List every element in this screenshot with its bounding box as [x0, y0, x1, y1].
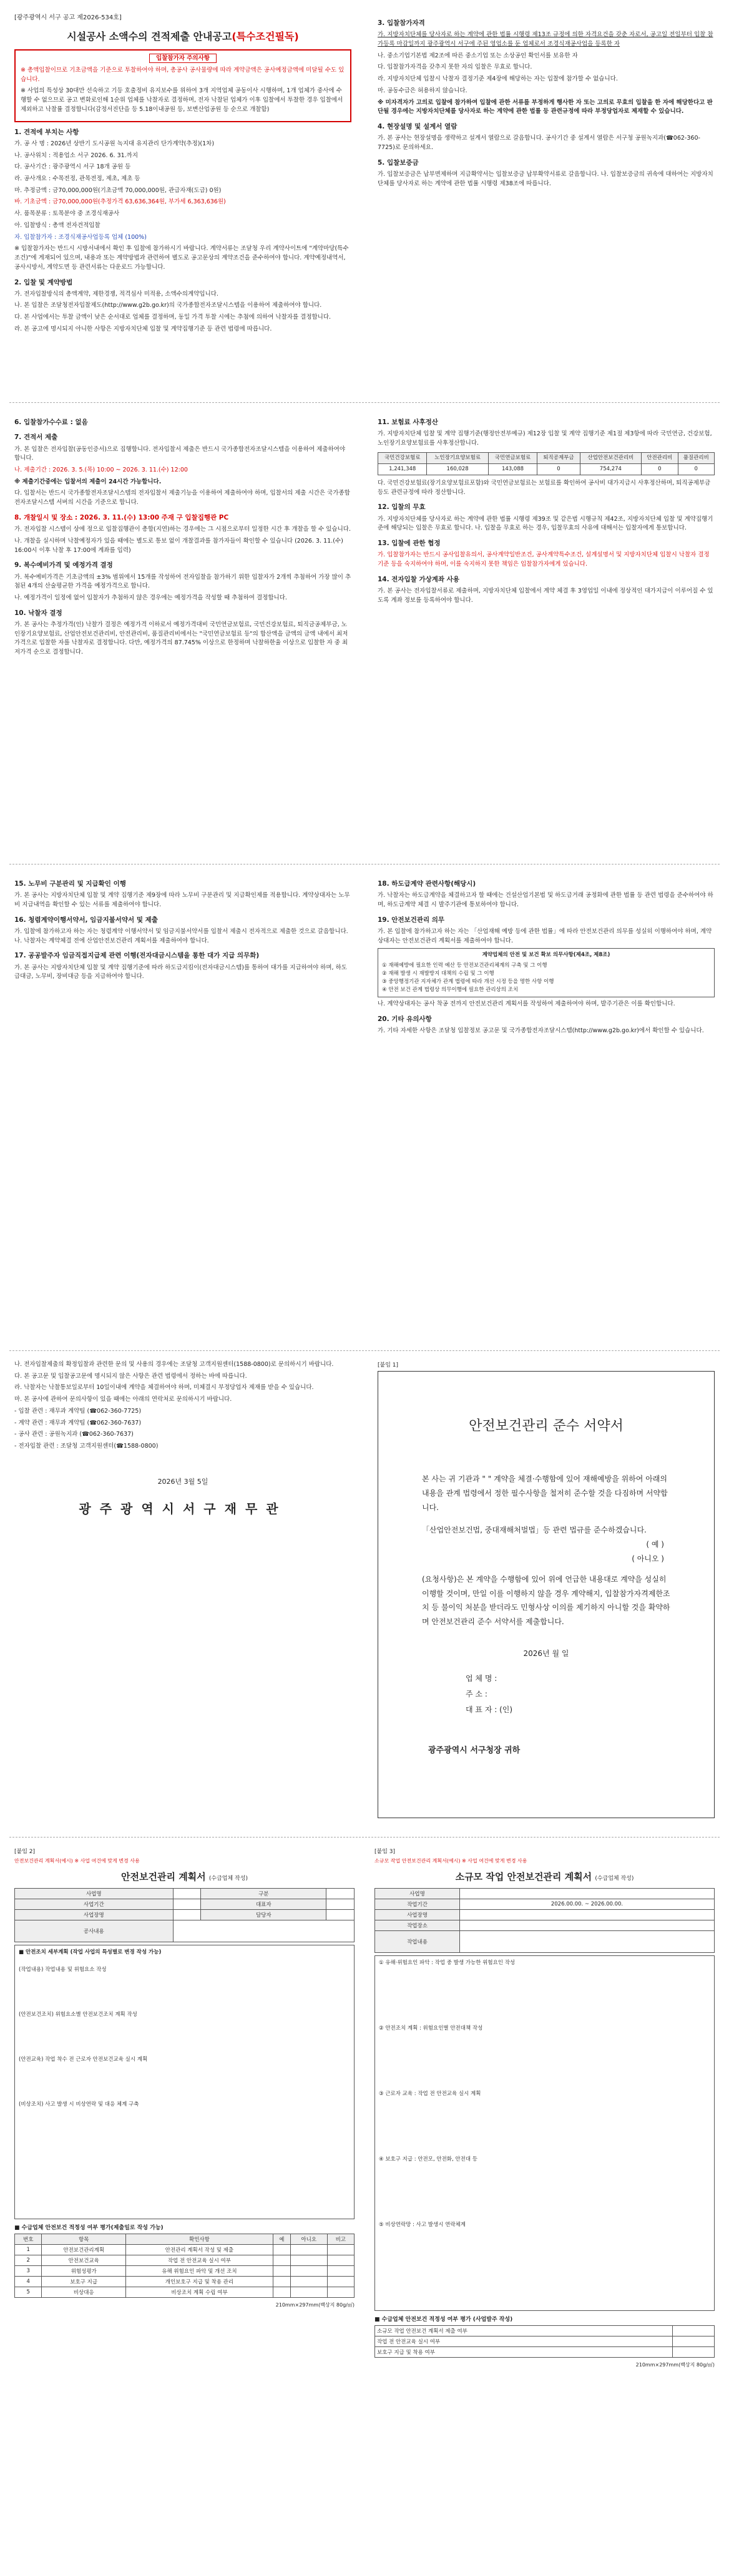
s14-text: 가. 본 공사는 전자입찰서류로 제출하며, 지방자치단체 입찰에서 계약 체결 후 3영업일 이내에 정상적인 대가지급이 이루어질 수 있도록 계좌 정보를 등록하여야 합니다. — [378, 588, 713, 604]
section8-heading: 8. 개찰일시 및 장소 : 2026. 3. 11.(수) 13:00 주재 구 입찰집행관 PC — [14, 513, 229, 521]
pledge-body-1: 본 사는 귀 기관과 " " 계약을 체결·수행함에 있어 재해예방을 위하여 아래의 내용을 관계 법령에서 정한 필수사항을 철저히 준수할 것을 다짐하며 서약합니다. — [422, 1474, 668, 1512]
checkbox-cell[interactable] — [273, 2276, 290, 2287]
s3-item: 라. 지방자치단체 입찰시 낙찰자 결정기준 제4장에 해당하는 자는 입찰에 참가할 수 없습니다. — [378, 75, 618, 83]
table-cell: 사업기간 — [15, 1899, 174, 1909]
s5-text: 가. 입찰보증금은 납부면제하며 지급확약서는 입찰보증금 납부확약서류로 갈음합니다. 나. 입찰보증금의 귀속에 대하여는 지방자치단체를 당사자로 하는 계약에 관한 법률 시행령 제38조에 따릅니다. — [378, 170, 713, 187]
table-header: 번호 — [15, 2234, 42, 2244]
table-cell: 0 — [642, 463, 678, 475]
plan2-footer: 210mm×297mm(백상지 80g/㎡) — [635, 2361, 715, 2368]
checkbox-cell[interactable] — [290, 2244, 327, 2255]
s1-item: 가. 공 사 명 : 2026년 상반기 도시공원 녹지대 유지관리 단가계약(추정)(1차) — [14, 140, 215, 147]
s3-item: 나. 중소기업기본법 제2조에 따른 중소기업 또는 소상공인 확인서를 보유한 자 — [378, 52, 578, 59]
s10-text: 가. 본 공사는 추정가격(인) 낙찰가 결정은 예정가격 이하로서 예정가격대비 국민연금보험료, 국민건강보험료, 퇴직금공제부금, 노인장기요양보험료, 산업안전보건관리비, 안전관리비, 품질관리비에서는 "국민연금보험료 등"의 합산액을 금액의 금액 내에서 최저가격으로 입찰한 자를 낙찰자로 결정합니다. 다만, 예정가격의 87.745% 이상으로 한정하며 낙찰하한율 이상으로 입찰한 자 중 최저가격 순으로 결정합니다. — [14, 621, 348, 656]
table-cell: 작업장소 — [375, 1920, 460, 1930]
table-cell[interactable] — [327, 2244, 354, 2255]
section19-heading: 19. 안전보건관리 의무 — [378, 916, 445, 924]
section7-heading: 7. 견적서 제출 — [14, 433, 58, 442]
closing-item: 라. 낙찰자는 낙찰통보일로부터 10일이내에 계약을 체결하여야 하며, 미체결시 부정당업자 제재를 받을 수 있습니다. — [14, 1384, 314, 1392]
pledge-field[interactable]: 주 소 : — [466, 1690, 487, 1699]
table-header: 아니오 — [290, 2234, 327, 2244]
table-header: 노인장기요양보험료 — [427, 452, 488, 463]
table-cell: 안전관리 계획서 작성 및 제출 — [126, 2244, 273, 2255]
checkbox-cell[interactable] — [273, 2244, 290, 2255]
section18-heading: 18. 하도급계약 관련사항(해당시) — [378, 880, 476, 888]
safety-plan-form — [14, 1847, 355, 2564]
plan1-footer: 210mm×297mm(백상지 80g/㎡) — [275, 2302, 355, 2308]
table-cell: 3 — [15, 2265, 42, 2276]
pledge-date: 2026년 월 일 — [523, 1649, 569, 1658]
s7-item: ※ 제출기간중에는 입찰서의 제출이 24시간 가능합니다. — [14, 478, 162, 485]
table-cell: 사업명 — [375, 1888, 460, 1899]
checkbox-cell[interactable] — [273, 2287, 290, 2297]
table-cell: 비상대응 — [42, 2287, 126, 2297]
checkbox-cell[interactable] — [273, 2265, 290, 2276]
title-text: 시설공사 소액수의 견적제출 안내공고 — [67, 30, 232, 42]
plan2-info-table — [374, 1888, 715, 1953]
s17-text: 가. 본 공사는 지방자치단체 입찰 및 계약 집행기준에 따라 하도급지킴이(전자대금시스템)를 통하여 대가를 지급하여야 하며, 하도급대금, 노무비, 장비대금 등을 지급하여야 합니다. — [14, 964, 347, 981]
announcement-title — [14, 29, 351, 45]
table-cell: 2 — [15, 2255, 42, 2265]
page1-left-column — [14, 13, 351, 394]
table-cell: 비상조치 계획 수립 여부 — [126, 2287, 273, 2297]
divider — [9, 1837, 720, 1838]
s2-item: 가. 전자입찰방식의 총액계약, 제한경쟁, 적격심사 미적용, 소액수의계약입니다. — [14, 290, 218, 298]
s1-item: 자. 입찰참가자 : 조경식재공사업등록 업체 (100%) — [14, 233, 147, 241]
plan1-info-table — [14, 1888, 355, 1942]
section6-heading: 6. 입찰참가수수료 : 없음 — [14, 419, 88, 426]
notice-item-1: ※ 총액입찰이므로 기초금액을 기준으로 투찰하여야 하며, 총공사 공사물량에 따라 계약금액은 공사예정금액에 미달될 수도 있습니다. — [21, 67, 345, 83]
table-cell: 보호구 지급 — [42, 2276, 126, 2287]
plan1-subtitle: (수급업체 작성) — [208, 1875, 248, 1882]
table-cell[interactable] — [173, 1909, 201, 1920]
section11-heading: 11. 보험료 사후정산 — [378, 419, 438, 426]
plan2-block: ③ 근로자 교육 : 작업 전 안전교육 실시 계획 — [379, 2090, 481, 2097]
divider — [9, 402, 720, 403]
page2-right-column — [378, 412, 715, 855]
table-cell: 1,241,348 — [378, 463, 427, 475]
s15-text: 가. 본 공사는 지방자치단체 입찰 및 계약 집행기준 제9장에 따라 노무비 구분관리 및 지급확인제를 적용합니다. 계약상대자는 노무비 지급내역을 확인할 수 있는 서류를 제출하여야 합니다. — [14, 892, 350, 908]
s1-item: 다. 공사기간 : 광주광역시 서구 18개 공원 등 — [14, 163, 131, 171]
table-cell: 0 — [678, 463, 715, 475]
s1-item: 바. 기초금액 : 금70,000,000원(추정가격 63,636,364원, 부가세 6,363,636원) — [14, 198, 226, 206]
table-cell: 위험성평가 — [42, 2265, 126, 2276]
announcement-date: 2026년 3월 5일 — [157, 1477, 208, 1486]
box-item: ③ 중앙행정기관 지자체가 관계 법령에 따라 개선 시정 등을 명한 사항 이행 — [382, 978, 554, 985]
table-cell: 4 — [15, 2276, 42, 2287]
table-cell[interactable] — [173, 1888, 201, 1899]
table-cell: 1 — [15, 2244, 42, 2255]
checkbox-cell[interactable] — [290, 2255, 327, 2265]
pledge-no[interactable]: ( 아니오 ) — [632, 1554, 664, 1563]
contact-line: - 계약 관련 : 재무과 계약팀 (☎062-360-7637) — [14, 1419, 142, 1426]
s18-text: 가. 낙찰자는 하도급계약을 체결하고자 할 때에는 건설산업기본법 및 하도급거래 공정화에 관한 법률 등 관련 법령을 준수하여야 하며, 하도급계약 체결 시 발주기관에 통보하여야 합니다. — [378, 892, 713, 908]
pledge-border — [378, 1371, 715, 1818]
s11-extra: 다. 국민건강보험료(장기요양보험료포함)와 국민연금보험료는 보험료를 확인하여 공사비 대가지급시 사후정산하며, 퇴직공제부금 등도 관련규정에 따라 정산합니다. — [378, 480, 711, 496]
box-title: 계약업체의 안전 및 보건 확보 의무사항(제4조, 제8조) — [482, 952, 610, 959]
table-cell: 개인보호구 지급 및 착용 관리 — [126, 2276, 273, 2287]
pledge-yes[interactable]: ( 예 ) — [646, 1540, 664, 1549]
box-item: ① 재해예방에 필요한 인력 예산 등 안전보건관리체계의 구축 및 그 이행 — [382, 962, 547, 969]
section10-heading: 10. 낙찰자 결정 — [14, 609, 62, 617]
s2-item: 라. 본 공고에 명시되지 아니한 사항은 지방자치단체 입찰 및 계약집행기준 등 관련 법령에 따릅니다. — [14, 325, 272, 332]
page2-left-column — [14, 412, 351, 855]
s7-item: 가. 본 입찰은 전자입찰(공동인증서)으로 집행합니다. 전자입찰서 제출은 반드시 국가종합전자조달시스템을 이용하여 제출하여야 합니다. — [14, 445, 346, 462]
plan2-block: ④ 보호구 지급 : 안전모, 안전화, 안전대 등 — [379, 2156, 477, 2162]
issuer-name: 광주광역시서구재무관 — [79, 1501, 287, 1516]
table-cell: 754,274 — [580, 463, 641, 475]
s8-item: 가. 전자입찰 시스템이 상에 정으로 입찰집행관이 총합(지연)하는 경우에는 그 시점으로부터 일정한 시간 후 개찰을 할 수 있습니다. — [14, 526, 351, 533]
section15-heading: 15. 노무비 구분관리 및 지급확인 이행 — [14, 880, 126, 888]
notice-page-4 — [9, 1357, 720, 1831]
notice-label: 입찰참가자 주의사항 — [21, 54, 345, 64]
s8-item: 나. 개찰을 실시하며 낙찰예정자가 있을 때에는 별도로 통보 없이 개찰결과를 참가자들이 확인할 수 있습니다 (2026. 3. 11.(수) 16:00시 이후 낙찰 후 17:00에 계좌를 입력) — [14, 537, 343, 554]
notice-page-3 — [9, 870, 720, 1344]
table-cell: 안전보건관리계획 — [42, 2244, 126, 2255]
table-cell[interactable] — [327, 2287, 354, 2297]
section17-heading: 17. 공공발주자 임금직접지급제 관련 이행(전자대금시스템을 통한 대가 지급 의무화) — [14, 952, 260, 960]
table-header: 예 — [273, 2234, 290, 2244]
table-cell: 사업장명 — [15, 1909, 174, 1920]
checkbox-cell[interactable] — [273, 2255, 290, 2265]
box-item: ② 재해 발생 시 재발방지 대책의 수립 및 그 이행 — [382, 970, 494, 977]
table-header: 퇴직공제부금 — [537, 452, 580, 463]
table-header: 국민연금보험료 — [488, 452, 537, 463]
page3-left-column — [14, 874, 351, 1342]
bidder-notice-box — [14, 49, 351, 122]
title-suffix: (특수조건필독) — [232, 30, 299, 42]
plan2-note: 소규모 작업 안전보건관리 계획서(예시) ※ 사업 여건에 맞게 변경 사용 — [374, 1858, 527, 1864]
safety-duty-box — [378, 948, 715, 997]
pledge-law: 「산업안전보건법, 중대재해처벌법」등 관련 법규를 준수하겠습니다. — [422, 1526, 647, 1535]
plan1-section: (안전교육) 작업 착수 전 근로자 안전보건교육 실시 계획 — [19, 2056, 148, 2063]
s3-item: 다. 입찰참가자격을 갖추지 못한 자의 입찰은 무효로 합니다. — [378, 64, 532, 71]
table-cell: 보호구 지급 및 착용 여부 — [375, 2346, 673, 2357]
table-cell: 작업기간 — [375, 1899, 460, 1909]
table-cell: 작업 전 안전교육 실시 여부 — [126, 2255, 273, 2265]
s9-item: 가. 복수예비가격은 기초금액의 ±3% 범위에서 15개를 작성하여 전자입찰을 참가하기 위한 입찰자가 2개씩 추첨하여 가장 많이 추첨된 4개의 산술평균한 가격을 예정가격으로 합니다. — [14, 573, 351, 590]
s19-text: 가. 본 입찰에 참가하고자 하는 자는 「산업재해 예방 등에 관한 법률」에 따라 안전보건관리 의무를 성실히 이행하여야 하며, 계약상대자는 안전보건관리 계획서를 제출하여야 합니다. — [378, 927, 712, 944]
pledge-body-2: (요청사항)은 본 계약을 수행함에 있어 위에 언급한 내용대로 계약을 성실히 이행할 것이며, 만일 이를 이행하지 않을 경우 계약해지, 입찰참가자격제한조치 등 불이익 처분을 받더라도 민형사상 이의를 제기하지 아니할 것을 확약하며 안전보건관리 준수 서약서를 제출합니다. — [422, 1574, 670, 1627]
plan1-section: (비상조치) 사고 발생 시 비상연락 및 대응 체계 구축 — [19, 2101, 139, 2108]
table-cell: 0 — [537, 463, 580, 475]
announcement-number: [광주광역시 서구 공고 제2026-534호] — [14, 14, 122, 21]
s1-item: 아. 입찰방식 : 총액 전자견적입찰 — [14, 221, 100, 229]
table-cell[interactable] — [173, 1899, 201, 1909]
table-cell: 대표자 — [201, 1899, 326, 1909]
page3-right-column — [378, 874, 715, 1342]
section3-heading: 3. 입찰참가자격 — [378, 19, 425, 27]
contact-line: - 공사 관련 : 공원녹지과 (☎062-360-7637) — [14, 1431, 134, 1438]
notice-page-1 — [9, 9, 720, 396]
plan1-section: (작업내용) 작업내용 및 위험요소 작성 — [19, 1966, 107, 1973]
s20-text: 가. 기타 자세한 사항은 조달청 입찰정보 공고문 및 국가종합전자조달시스템(http://www.g2b.go.kr)에서 확인할 수 있습니다. — [378, 1027, 704, 1035]
contact-line: - 입찰 관련 : 재무과 계약팀 (☎062-360-7725) — [14, 1407, 142, 1415]
s12-text: 가. 지방자치단체를 당사자로 하는 계약에 관한 법률 시행령 제39조 및 같은법 시행규칙 제42조, 지방자치단체 입찰 및 계약집행기준에 해당되는 입찰은 무효로 합니다. 나. 입찰을 무효로 하는 경우, 입찰무효의 사유에 대해서는 입찰자에게 통보합니다. — [378, 515, 713, 532]
s7-item: 다. 입찰서는 반드시 국가종합전자조달시스템의 전자입찰서 제출기능을 이용하여 제출하여야 하며, 입찰서의 제출 시간은 국가종합전자조달시스템 서버의 시간을 기준으로 합니다. — [14, 490, 350, 506]
table-cell: 구분 — [201, 1888, 326, 1899]
box-item: ④ 안전 보건 관계 법령상 의무이행에 필요한 관리상의 조치 — [382, 987, 519, 994]
s3-item: 마. 공동수급은 허용하지 않습니다. — [378, 87, 467, 94]
table-header: 안전관리비 — [642, 452, 678, 463]
table-cell: 유해 위험요인 파악 및 개선 조치 — [126, 2265, 273, 2276]
table-cell[interactable] — [327, 2265, 354, 2276]
table-cell[interactable] — [327, 2255, 354, 2265]
plan2-title: 소규모 작업 안전보건관리 계획서 (수급업체 작성) — [455, 1871, 634, 1882]
s16-text: 가. 입찰에 참가하고자 하는 자는 청렴계약 이행서약서 및 임금지불서약서를 입찰서 제출시 전자적으로 제출한 것으로 갈음합니다. 나. 낙찰자는 계약체결 전에 산업안전보건관리 계획서를 제출하여야 합니다. — [14, 927, 348, 944]
plan2-block: ⑤ 비상연락망 : 사고 발생시 연락체계 — [379, 2221, 466, 2228]
plan1-section: ■ 안전조치 세부계획 (작업 사업의 특성별로 변경 작성 가능) — [19, 1949, 162, 1955]
notice-item-2: ※ 사업의 특성상 30대만 선숙하고 기등 호출정비 유지보수를 위하여 3개 지역업체 공동이사 시행하며, 1개 업체가 중사에 수행할 수 없으므로 공고 변화로인해 1순위 업체를 낙찰자로 결정하며, 전자 낙찰된 업체가 이후 입찰에서 투찰한 경우 입찰에서 제외하고 낙찰률 결정합니다(감정서진단을 등 5.18이내공원 등, 보변산업공원 등 순으로 개찰함) — [21, 87, 343, 113]
table-cell[interactable] — [460, 1920, 715, 1930]
plan2-eval-table — [374, 2325, 715, 2358]
pledge-title: 안전보건관리 준수 서약서 — [469, 1418, 624, 1434]
divider — [9, 1350, 720, 1351]
s1-note: ※ 입찰참가자는 반드시 시방서내에서 확인 후 입찰에 참가하시기 바랍니다. 계약서류는 조달청 우리 계약사이트에 "계약마당(특수조건)"에 게재되어 있으며, 내용과 또는 계약방법과 관련하여 별도로 공고문상의 계약조건을 준수하여야 합니다. 계약예정내역서, 공사시방서, 계약도면 등 관련서류는 다운로드 가능합니다. — [14, 245, 349, 271]
pledge-field[interactable]: 업 체 명 : — [466, 1673, 497, 1683]
table-cell: 담당자 — [201, 1909, 326, 1920]
plan2-subtitle: (수급업체 작성) — [595, 1875, 634, 1882]
s3-warning: ※ 미자격자가 고의로 입찰에 참가하여 입찰에 관한 서류를 부정하게 행사한 자 또는 고의로 무효의 입찰을 한 자에 해당한다고 판단될 경우에는 지방자치단체를 당사자로 하는 계약에 관한 법률 등 관련규정에 따라 부정당업자로 제재할 수 있습니다. — [378, 99, 713, 115]
table-cell: 사업장명 — [375, 1909, 460, 1920]
table-cell: 작업 전 안전교육 실시 여부 — [375, 2336, 673, 2346]
plan1-check-table — [14, 2234, 355, 2298]
s7-item: 나. 제출기간 : 2026. 3. 5.(목) 10:00 ~ 2026. 3. 11.(수) 12:00 — [14, 466, 188, 473]
table-header: 국민건강보험료 — [378, 452, 427, 463]
table-header: 비고 — [327, 2234, 354, 2244]
checkbox-cell[interactable] — [290, 2276, 327, 2287]
section2-heading: 2. 입찰 및 계약방법 — [14, 278, 73, 286]
table-cell: 안전보건교육 — [42, 2255, 126, 2265]
plan1-note: 안전보건관리 계획서(예시) ※ 사업 여건에 맞게 변경 사용 — [14, 1858, 140, 1864]
table-cell: 143,088 — [488, 463, 537, 475]
s4-text: 가. 본 공사는 현장설명을 생략하고 설계서 열람으로 갈음합니다. 공사기간 중 설계서 열람은 서구청 공원녹지과(☎062-360-7725)로 문의하세요. — [378, 135, 700, 151]
table-cell[interactable] — [326, 1899, 355, 1909]
s1-item: 라. 공사개요 : 수목전정, 관목전정, 제초, 제초 등 — [14, 175, 140, 183]
s3-item: 가. 지방자치단체를 당사자로 하는 계약에 관한 법률 시행령 제13조 규정에 의한 자격요건을 갖춘 자로서, 공고일 전일부터 입찰 참가등록 마감일까지 광주광역시 서구에 주된 영업소를 둔 업체로서 조경식재공사업을 등록한 자 — [378, 31, 713, 47]
plan1-check-title: ■ 수급업체 안전보건 적정성 여부 평가(제출일로 작성 가능) — [14, 2224, 164, 2231]
pledge-office: 광주광역시 서구청장 귀하 — [428, 1745, 521, 1755]
s19-after: 나. 계약상대자는 공사 착공 전까지 안전보건관리 계획서를 작성하여 제출하여야 하며, 발주기관은 이를 확인합니다. — [378, 1000, 675, 1008]
section20-heading: 20. 기타 유의사항 — [378, 1015, 432, 1023]
contact-line: - 전자입찰 관련 : 조달청 고객지원센터(☎1588-0800) — [14, 1443, 159, 1450]
plan2-attach-label: [붙임 3] — [374, 1849, 395, 1855]
table-cell[interactable] — [326, 1888, 355, 1899]
s2-item: 나. 본 입찰은 조달청전자입찰제도(http://www.g2b.go.kr)의 국가종합전자조달시스템을 이용하여 제출하여야 합니다. — [14, 302, 322, 309]
section5-heading: 5. 입찰보증금 — [378, 158, 419, 167]
section1-heading: 1. 견적에 부치는 사항 — [14, 128, 79, 136]
section12-heading: 12. 입찰의 무효 — [378, 503, 426, 511]
plan2-blocks-box — [374, 1955, 715, 2311]
s9-item: 나. 예정가격이 일정에 없어 입찰자가 추첨하지 않은 경우에는 예정가격을 작성할 때 추첨하여 결정합니다. — [14, 594, 287, 601]
pledge-field[interactable]: 대 표 자 : (인) — [466, 1705, 513, 1715]
section14-heading: 14. 전자입찰 가상계좌 사용 — [378, 575, 459, 583]
s1-item: 나. 공사위치 : 적용업소 서구 2026. 6. 31.까지 — [14, 152, 139, 159]
table-header: 항목 — [42, 2234, 126, 2244]
section4-heading: 4. 현장설명 및 설계서 열람 — [378, 123, 457, 131]
insurance-table — [378, 452, 715, 475]
closing-item: 마. 본 공사에 관하여 문의사항이 있을 때에는 아래의 연락처로 문의하시기 바랍니다. — [14, 1396, 232, 1403]
section9-heading: 9. 복수예비가격 및 예정가격 결정 — [14, 561, 113, 569]
checkbox-cell[interactable] — [673, 2336, 715, 2346]
table-cell: 공사내용 — [15, 1920, 174, 1942]
table-cell: 사업명 — [15, 1888, 174, 1899]
closing-item: 나. 전자입찰제출의 확정입찰과 관련한 문의 및 사용의 경우에는 조달청 고객지원센터(1588-0800)로 문의하시기 바랍니다. — [14, 1361, 334, 1368]
table-cell[interactable]: 2026.00.00. ~ 2026.00.00. — [460, 1899, 715, 1909]
plan2-block: ② 안전조치 계획 : 위험요인별 안전대책 작성 — [379, 2025, 483, 2031]
closing-item: 다. 본 공고문 및 입찰공고문에 명시되지 않은 사항은 관련 법령에서 정하는 바에 따릅니다. — [14, 1372, 247, 1380]
pledge-attach-label: [붙임 1] — [378, 1362, 398, 1368]
s11-text: 가. 지방자치단체 입찰 및 계약 집행기준(행정안전부예규) 제12장 입찰 및 계약 집행기준 제1절 제3항에 따라 국민연금, 건강보험, 노인장기요양보험료를 사후정산합니다. — [378, 430, 712, 447]
checkbox-cell[interactable] — [673, 2325, 715, 2336]
checkbox-cell[interactable] — [290, 2265, 327, 2276]
section16-heading: 16. 청렴계약이행서약서, 임금지불서약서 및 제출 — [14, 916, 158, 924]
table-cell[interactable] — [327, 2276, 354, 2287]
table-cell[interactable] — [460, 1888, 715, 1899]
plan2-eval-title: ■ 수급업체 안전보건 적정성 여부 평가 (사업발주 작성) — [374, 2316, 513, 2323]
closing-column — [14, 1360, 351, 1828]
table-cell[interactable] — [460, 1909, 715, 1920]
notice-page-5 — [9, 1843, 720, 2567]
s2-item: 다. 본 사업에서는 투찰 금액이 낮은 순서대로 업체를 결정하며, 동일 가격 투찰 시에는 추첨에 의하여 낙찰자를 결정합니다. — [14, 314, 331, 321]
plan2-block: ① 유해·위험요인 파악 : 작업 중 발생 가능한 위험요인 작성 — [379, 1959, 516, 1966]
plan1-section-box — [14, 1945, 355, 2219]
plan1-attach-label: [붙임 2] — [14, 1849, 35, 1855]
notice-page-2 — [9, 409, 720, 858]
s13-text: 가. 입찰참가자는 반드시 공사입찰유의서, 공사계약일반조건, 공사계약특수조건, 설계설명서 및 지방자치단체 입찰시 낙찰자 결정기준 등을 숙지하여야 하며, 이를 숙지하지 못한 책임은 입찰참가자에게 있습니다. — [378, 551, 710, 568]
table-cell[interactable] — [326, 1909, 355, 1920]
plan1-title: 안전보건관리 계획서 (수급업체 작성) — [121, 1871, 248, 1882]
table-header: 품질관리비 — [678, 452, 715, 463]
small-work-plan-form — [374, 1847, 715, 2564]
table-cell[interactable] — [173, 1920, 354, 1942]
table-header: 산업안전보건관리비 — [580, 452, 641, 463]
table-cell[interactable] — [460, 1930, 715, 1952]
table-cell: 작업내용 — [375, 1930, 460, 1952]
section13-heading: 13. 입찰에 관한 협정 — [378, 540, 441, 548]
checkbox-cell[interactable] — [673, 2346, 715, 2357]
s1-item: 마. 추정금액 : 금70,000,000원(기초금액 70,000,000원, 관급자재(도급) 0원) — [14, 186, 222, 194]
plan1-section: (안전보건조치) 위험요소별 안전보건조치 계획 작성 — [19, 2011, 137, 2018]
checkbox-cell[interactable] — [290, 2287, 327, 2297]
table-header: 확인사항 — [126, 2234, 273, 2244]
table-cell: 160,028 — [427, 463, 488, 475]
pledge-form — [378, 1360, 715, 1828]
table-cell: 소규모 작업 안전보건 계획서 제출 여부 — [375, 2325, 673, 2336]
table-cell: 5 — [15, 2287, 42, 2297]
page1-right-column — [378, 13, 715, 394]
s1-item: 사. 품목분류 : 토목분야 중 조경식재공사 — [14, 210, 120, 218]
